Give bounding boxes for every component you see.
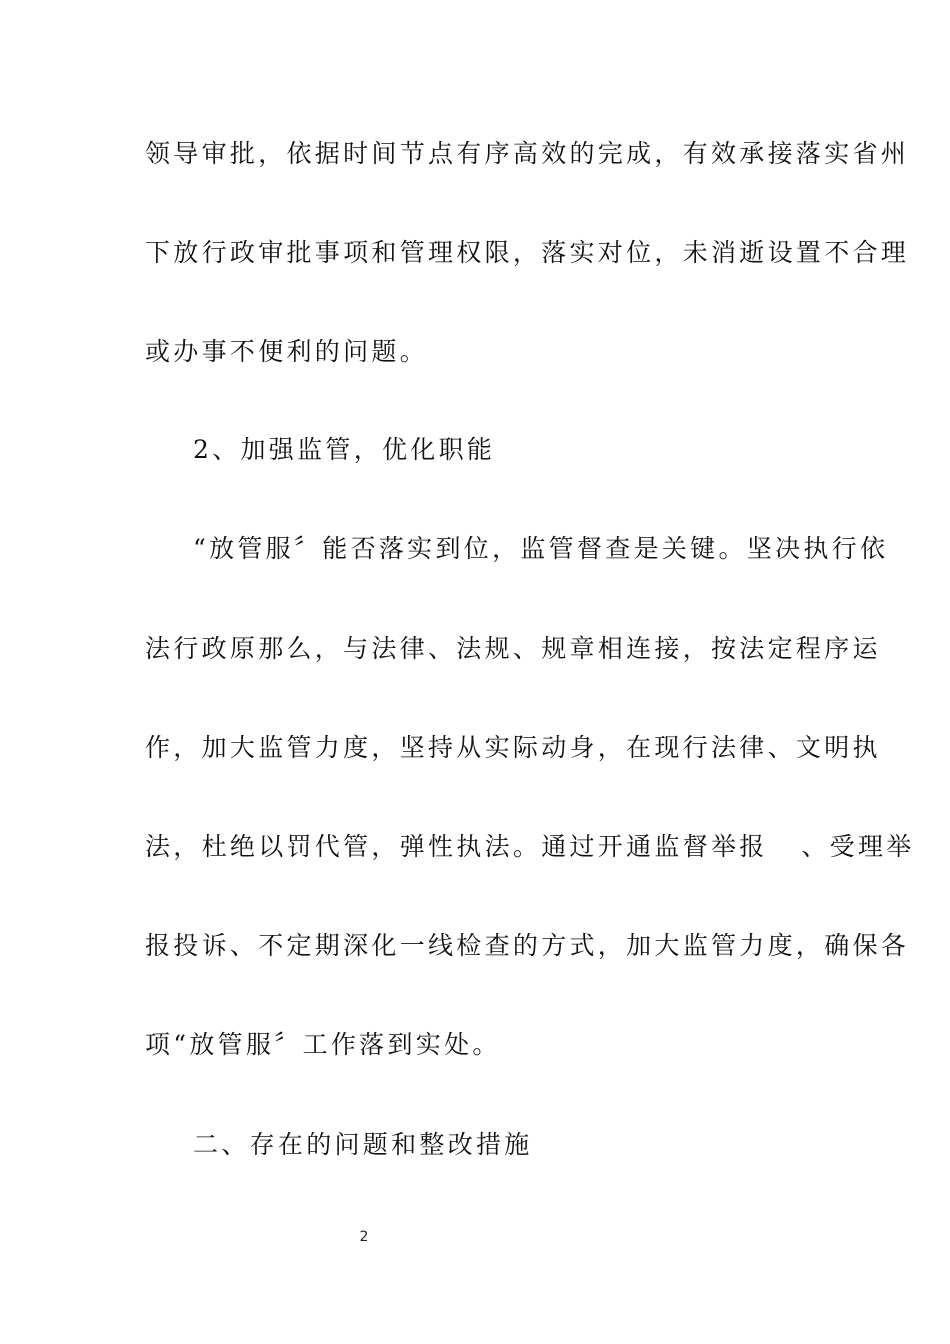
page-number: 2 [359,1229,369,1245]
body-text-line: 项“放管服〞工作落到实处。 [145,1030,501,1059]
paragraph-first-line: “放管服〞能否落实到位，监管督查是关键。坚决执行依 [193,534,889,563]
body-text-line: 领导审批，依据时间节点有序高效的完成，有效承接落实省州 [145,139,910,168]
body-text-line: 下放行政审批事项和管理权限，落实对位，未消逝设置不合理 [145,238,910,267]
section-subheading: 2、加强监管，优化职能 [193,435,496,464]
body-text-line: 法行政原那么，与法律、法规、规章相连接，按法定程序运 [145,634,881,663]
body-text-line: 法，杜绝以罚代管，弹性执法。通过开通监督举报 、受理举 [145,832,915,861]
body-text-line: 报投诉、不定期深化一线检查的方式，加大监管力度，确保各 [145,931,910,960]
section-heading: 二、存在的问题和整改措施 [193,1130,533,1159]
body-text-line: 作，加大监管力度，坚持从实际动身，在现行法律、文明执 [145,733,881,762]
body-text-line: 或办事不便利的问题。 [145,337,429,366]
